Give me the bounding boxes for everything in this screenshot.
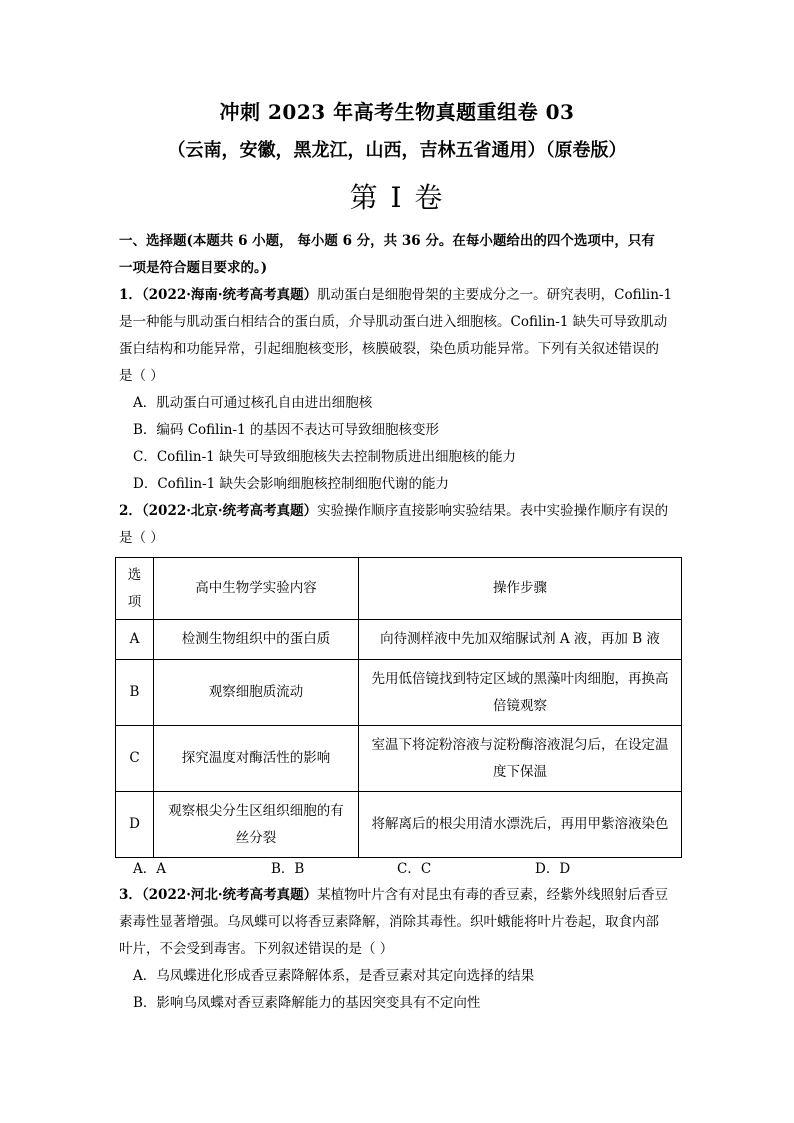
- q1-option-a: A．肌动蛋白可通过核孔自由进出细胞核: [133, 395, 373, 411]
- q1-option-b: B．编码 Cofilin-1 的基因不表达可导致细胞核变形: [133, 422, 439, 438]
- row-content: 检测生物组织中的蛋白质: [154, 620, 359, 660]
- row-content: 观察细胞质流动: [154, 660, 359, 726]
- table-header-row: [116, 558, 682, 620]
- q3-option-a: A．乌凤蝶进化形成香豆素降解体系，是香豆素对其定向选择的结果: [133, 968, 535, 984]
- volume-heading: 第 I 卷: [349, 181, 445, 214]
- q3-source: （2022·河北·统考高考真题）: [141, 887, 318, 903]
- q1-stem-line4: 是（ ）: [119, 368, 164, 384]
- header-content-cell: 高中生物学实验内容: [154, 558, 359, 620]
- document-subtitle: （云南，安徽，黑龙江，山西，吉林五省通用）（原卷版）: [167, 140, 627, 161]
- table-row: [116, 620, 682, 660]
- row-option: A: [116, 620, 154, 660]
- q1-source: （2022·海南·统考高考真题）: [141, 287, 318, 303]
- row-content: 观察根尖分生区组织细胞的有 丝分裂: [154, 792, 359, 858]
- row-content: 探究温度对酶活性的影响: [154, 726, 359, 792]
- document-title: 冲刺 2023 年高考生物真题重组卷 03: [219, 100, 575, 124]
- q3-stem-line3: 叶片，不会受到毒害。下列叙述错误的是（ ）: [119, 941, 394, 957]
- section-instruction-line1: 一、选择题(本题共 6 小题， 每小题 6 分，共 36 分。在每小题给出的四个选项中，只有: [119, 233, 655, 249]
- row-steps: 室温下将淀粉溶液与淀粉酶溶液混匀后，在设定温 度下保温: [359, 726, 682, 792]
- row-option: B: [116, 660, 154, 726]
- q1-stem-line3: 蛋白结构和功能异常，引起细胞核变形，核膜破裂，染色质功能异常。下列有关叙述错误的: [119, 341, 659, 357]
- table-row: [116, 726, 682, 792]
- table-row: [116, 660, 682, 726]
- q1-stem-line1: 1．（2022·海南·统考高考真题）肌动蛋白是细胞骨架的主要成分之一。研究表明，Cofilin-1: [119, 287, 673, 303]
- q2-answer-b: B．B: [271, 861, 305, 877]
- q2-source: （2022·北京·统考高考真题）: [141, 503, 318, 519]
- section-instruction-line2: 一项是符合题目要求的。): [119, 260, 268, 276]
- row-steps: 先用低倍镜找到特定区域的黑藻叶肉细胞，再换高 倍镜观察: [359, 660, 682, 726]
- q2-stem-line2: 是（ ）: [119, 530, 164, 546]
- q2-answer-d: D．D: [535, 861, 571, 877]
- q1-option-d: D．Cofilin-1 缺失会影响细胞核控制细胞代谢的能力: [133, 476, 450, 492]
- q2-stem-line1: 2．（2022·北京·统考高考真题）实验操作顺序直接影响实验结果。表中实验操作顺序有误的: [119, 503, 669, 519]
- q1-option-c: C．Cofilin-1 缺失可导致细胞核失去控制物质进出细胞核的能力: [133, 449, 517, 465]
- row-option: D: [116, 792, 154, 858]
- q3-stem-line1: 3．（2022·河北·统考高考真题）某植物叶片含有对昆虫有毒的香豆素，经紫外线照射后香豆: [119, 887, 669, 903]
- row-steps: 将解离后的根尖用清水漂洗后，再用甲紫溶液染色: [359, 792, 682, 858]
- q3-option-b: B．影响乌凤蝶对香豆素降解能力的基因突变具有不定向性: [133, 995, 481, 1011]
- q3-stem-line2: 素毒性显著增强。乌凤蝶可以将香豆素降解，消除其毒性。织叶蛾能将叶片卷起，取食内部: [119, 914, 659, 930]
- q1-stem-line2: 是一种能与肌动蛋白相结合的蛋白质，介导肌动蛋白进入细胞核。Cofilin-1 缺失可导致肌动: [119, 314, 668, 330]
- header-option-cell: 选 项: [116, 558, 154, 620]
- q2-answer-a: A．A: [133, 861, 166, 877]
- experiment-table: [115, 557, 682, 858]
- row-steps: 向待测样液中先加双缩脲试剂 A 液，再加 B 液: [359, 620, 682, 660]
- row-option: C: [116, 726, 154, 792]
- q2-answer-c: C．C: [397, 861, 432, 877]
- header-steps-cell: 操作步骤: [359, 558, 682, 620]
- table-row: [116, 792, 682, 858]
